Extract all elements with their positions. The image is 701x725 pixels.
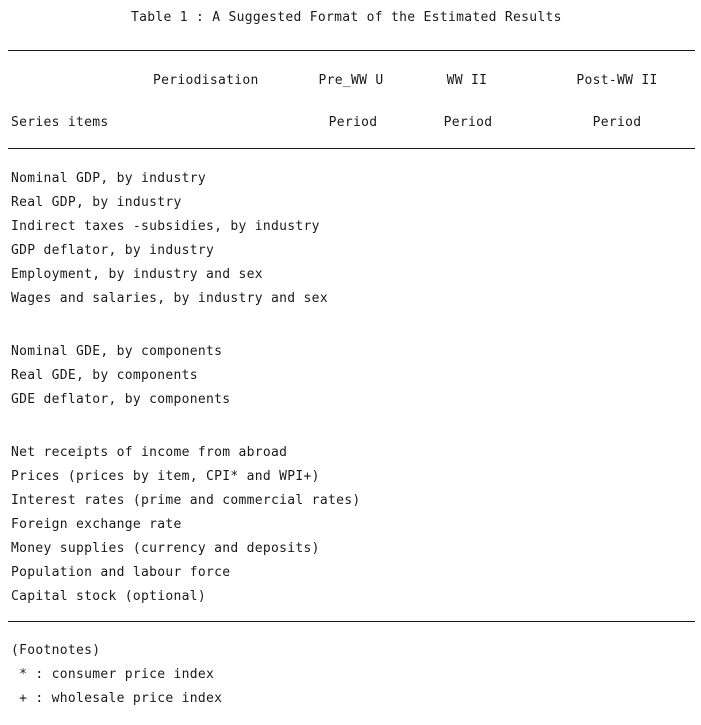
series-item: GDE deflator, by components — [11, 392, 231, 407]
column-header-ww-ii: WW II — [446, 73, 488, 88]
series-item: Real GDP, by industry — [11, 195, 182, 210]
column-subheader-pre-ww: Period — [328, 115, 378, 130]
column-subheader-ww-ii: Period — [443, 115, 493, 130]
series-items-label: Series items — [11, 115, 109, 130]
footnote-item: + : wholesale price index — [11, 691, 223, 706]
footnotes-heading: (Footnotes) — [11, 643, 101, 658]
series-item: Foreign exchange rate — [11, 517, 182, 532]
series-item: Capital stock (optional) — [11, 589, 207, 604]
series-item: Nominal GDE, by components — [11, 344, 223, 359]
series-item: Employment, by industry and sex — [11, 267, 263, 282]
series-item: Wages and salaries, by industry and sex — [11, 291, 328, 306]
periodisation-label: Periodisation — [153, 73, 259, 88]
footnote-item: * : consumer price index — [11, 667, 215, 682]
bottom-rule — [8, 621, 695, 622]
series-item: Indirect taxes -subsidies, by industry — [11, 219, 320, 234]
column-header-post-ww-ii: Post-WW II — [576, 73, 658, 88]
table-title: Table 1 : A Suggested Format of the Estimated Results — [131, 10, 562, 25]
series-item: Population and labour force — [11, 565, 231, 580]
column-header-pre-ww: Pre_WW U — [318, 73, 384, 88]
series-item: Money supplies (currency and deposits) — [11, 541, 320, 556]
series-item: Real GDE, by components — [11, 368, 198, 383]
header-rule — [8, 148, 695, 149]
series-item: Nominal GDP, by industry — [11, 171, 207, 186]
series-item: Interest rates (prime and commercial rates) — [11, 493, 361, 508]
series-item: Net receipts of income from abroad — [11, 445, 288, 460]
series-item: GDP deflator, by industry — [11, 243, 215, 258]
series-item: Prices (prices by item, CPI* and WPI+) — [11, 469, 320, 484]
column-subheader-post-ww-ii: Period — [592, 115, 642, 130]
top-rule — [8, 50, 695, 51]
